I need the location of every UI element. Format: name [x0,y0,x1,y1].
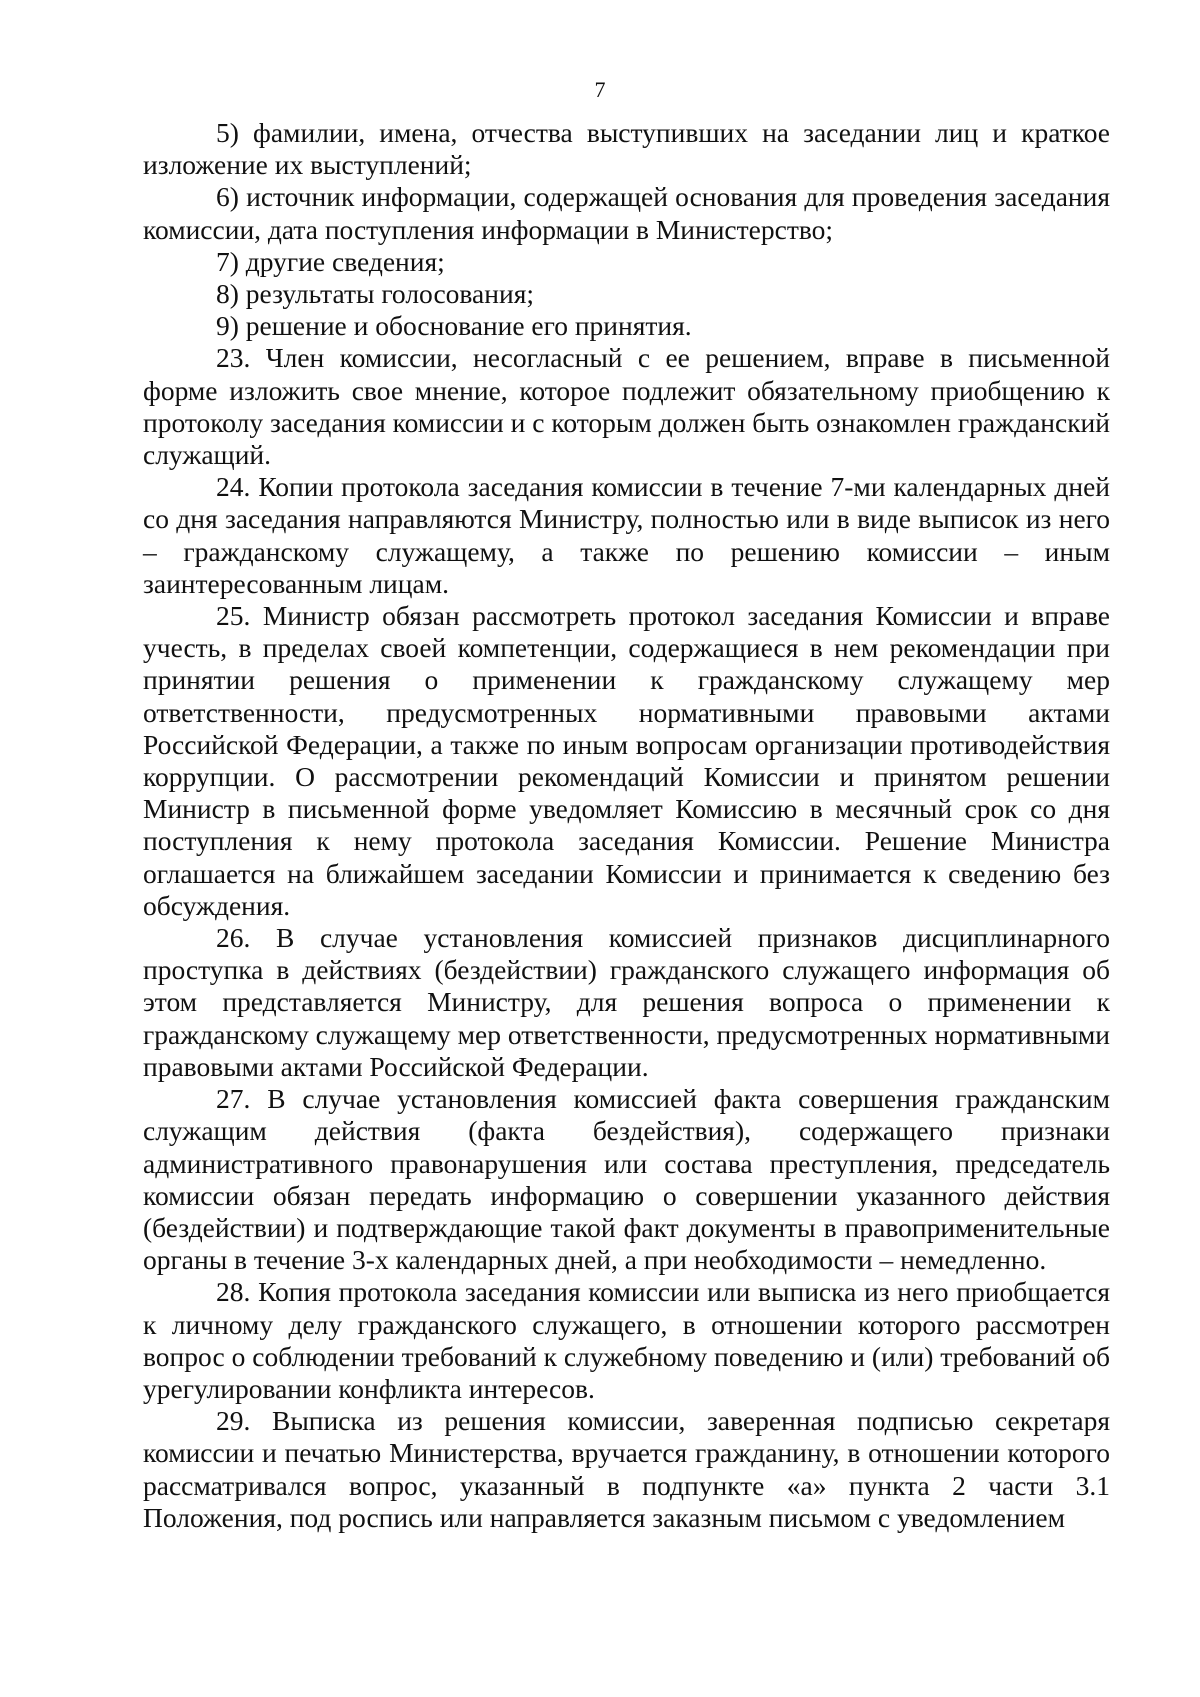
page-number: 7 [594,77,606,102]
clause-26: 26. В случае установления комиссией признаков дисциплинарного проступка в действиях (бездействии) гражданского служащего информация об этом представляется Министру, для решения вопроса о применении к гражданскому служащему мер ответственности, предусмотренных нормативными правовыми актами Российской Федерации. [143,922,1110,1082]
list-item-5: 5) фамилии, имена, отчества выступивших на заседании лиц и краткое изложение их выступлений; [143,117,1110,181]
clause-24: 24. Копии протокола заседания комиссии в течение 7-ми календарных дней со дня заседания направляются Министру, полностью или в виде выписок из него – гражданскому служащему, а также по решению комиссии – иным заинтересованным лицам. [143,471,1110,599]
list-item-7: 7) другие сведения; [216,245,445,277]
clause-28: 28. Копия протокола заседания комиссии или выписка из него приобщается к личному делу гражданского служащего, в отношении которого рассмотрен вопрос о соблюдении требований к служебному поведению и (или) требований об урегулировании конфликта интересов. [143,1276,1110,1404]
list-item-6: 6) источник информации, содержащей основания для проведения заседания комиссии, дата поступления информации в Министерство; [143,181,1110,245]
list-item-9: 9) решение и обоснование его принятия. [216,310,692,342]
clause-27: 27. В случае установления комиссией факта совершения гражданским служащим действия (факта бездействия), содержащего признаки административного правонарушения или состава преступления, председатель комиссии обязан передать информацию о совершении указанного действия (бездействии) и подтверждающие такой факт документы в правоприменительные органы в течение 3-х календарных дней, а при необходимости – немедленно. [143,1083,1110,1276]
clause-23: 23. Член комиссии, несогласный с ее решением, вправе в письменной форме изложить свое мнение, которое подлежит обязательному приобщению к протоколу заседания комиссии и с которым должен быть ознакомлен гражданский служащий. [143,342,1110,471]
clause-29: 29. Выписка из решения комиссии, заверенная подписью секретаря комиссии и печатью Министерства, вручается гражданину, в отношении которого рассматривался вопрос, указанный в подпункте «а» пункта 2 части 3.1 Положения, под роспись или направляется заказным письмом с уведомлением [143,1405,1110,1533]
list-item-8: 8) результаты голосования; [216,278,534,310]
document-body [143,117,1110,1534]
clause-25: 25. Министр обязан рассмотреть протокол заседания Комиссии и вправе учесть, в пределах своей компетенции, содержащиеся в нем рекомендации при принятии решения о применении к гражданскому служащему мер ответственности, предусмотренных нормативными правовыми актами Российской Федерации, а также по иным вопросам организации противодействия коррупции. О рассмотрении рекомендаций Комиссии и принятом решении Министр в письменной форме уведомляет Комиссию в месячный срок со дня поступления к нему протокола заседания Комиссии. Решение Министра оглашается на ближайшем заседании Комиссии и принимается к сведению без обсуждения. [143,600,1110,921]
